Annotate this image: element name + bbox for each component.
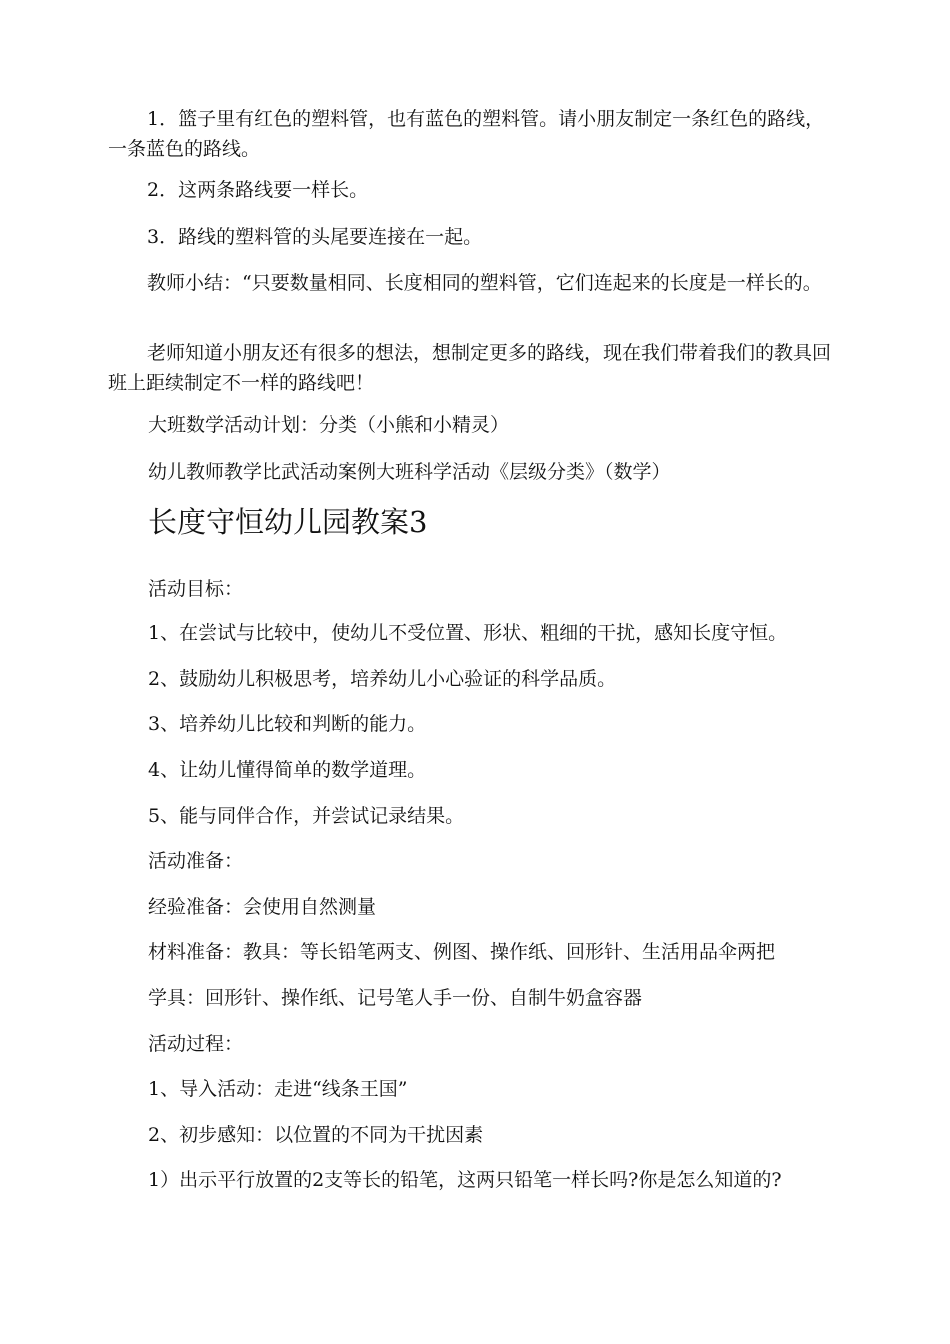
section-heading: 长度守恒幼儿园教案3 [148,505,428,539]
line-student-tools: 学具：回形针、操作纸、记号笔人手一份、自制牛奶盒容器 [148,987,643,1009]
line-activity-prep: 活动准备： [148,850,244,872]
line-goal-3: 3、培养幼儿比较和判断的能力。 [148,713,427,735]
paragraph-rule-1: 1．篮子里有红色的塑料管，也有蓝色的塑料管。请小朋友制定一条红色的路线，一条蓝色的路线。 [108,108,825,160]
paragraph-teacher-summary: 教师小结：“只要数量相同、长度相同的塑料管，它们连起来的长度是一样长的。 [147,272,822,294]
related-link-1: 大班数学活动计划：分类（小熊和小精灵） [148,414,510,436]
line-process-1: 1、导入活动：走进“线条王国” [148,1078,408,1100]
related-link-2: 幼儿教师教学比武活动案例大班科学活动《层级分类》（数学） [148,461,671,483]
line-goal-1: 1、在尝试与比较中，使幼儿不受位置、形状、粗细的干扰，感知长度守恒。 [148,622,788,644]
line-activity-goals: 活动目标： [148,578,244,600]
paragraph-rule-3: 3．路线的塑料管的头尾要连接在一起。 [147,226,483,248]
line-experience-prep: 经验准备：会使用自然测量 [148,896,377,918]
line-material-prep: 材料准备：教具：等长铅笔两支、例图、操作纸、回形针、生活用品伞两把 [148,941,776,963]
line-process-2: 2、初步感知：以位置的不同为干扰因素 [148,1124,484,1146]
line-process-2-1: 1）出示平行放置的2支等长的铅笔，这两只铅笔一样长吗?你是怎么知道的? [148,1169,782,1191]
line-goal-4: 4、让幼儿懂得简单的数学道理。 [148,759,427,781]
line-activity-process: 活动过程： [148,1033,244,1055]
paragraph-rule-2: 2．这两条路线要一样长。 [147,179,369,201]
line-goal-2: 2、鼓励幼儿积极思考，培养幼儿小心验证的科学品质。 [148,668,617,690]
line-goal-5: 5、能与同伴合作，并尝试记录结果。 [148,805,465,827]
paragraph-teacher-note: 老师知道小朋友还有很多的想法，想制定更多的路线，现在我们带着我们的教具回班上距续制定不一样的路线吧！ [108,342,832,394]
